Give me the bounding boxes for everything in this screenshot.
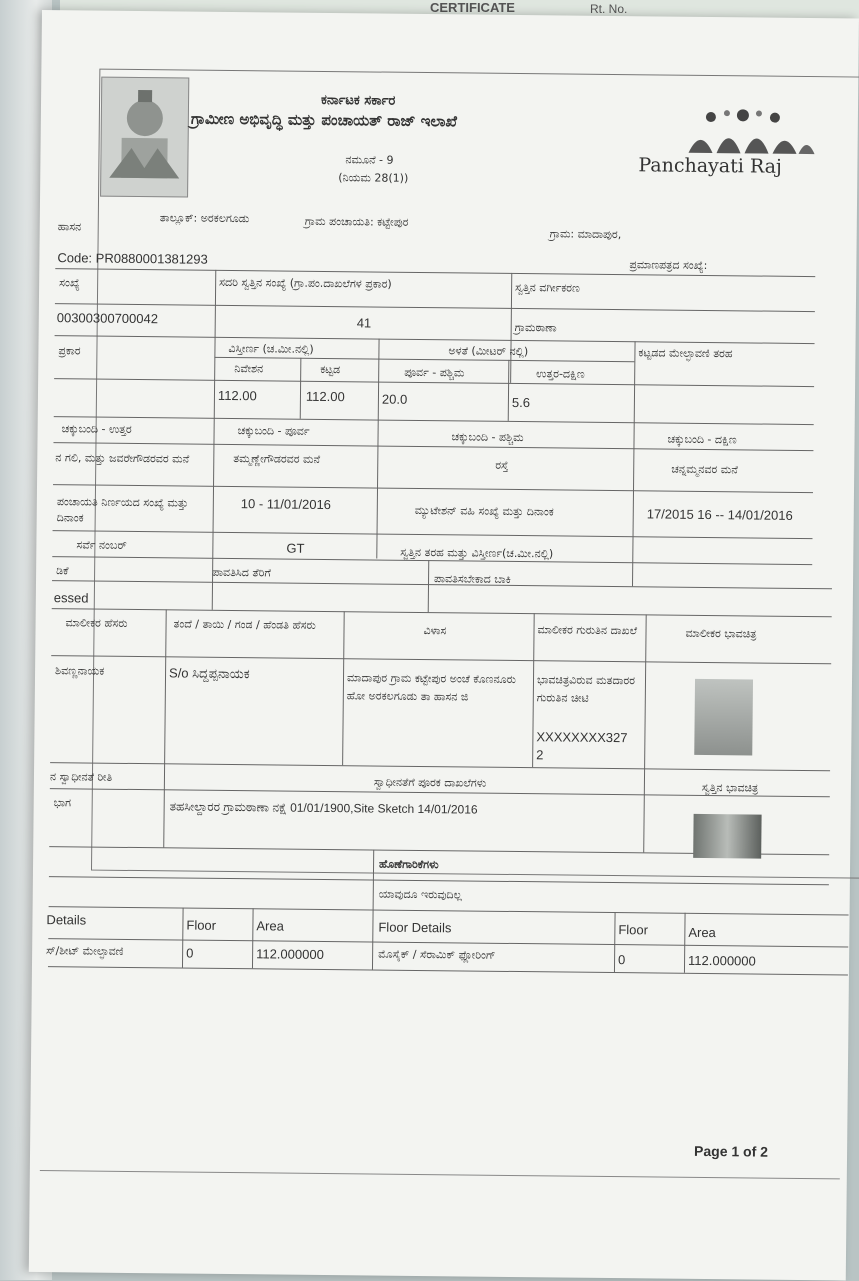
- owner-name-label: ಮಾಲೀಕರ ಹೆಸರು: [65, 616, 128, 630]
- assessed-label: essed: [53, 590, 89, 606]
- area-label-1: Area: [256, 918, 284, 934]
- floor-label-2: Floor: [618, 922, 649, 938]
- mutation-label: ಮ್ಯುಟೇಶನ್ ವಹಿ ಸಂಖ್ಯೆ ಮತ್ತು ದಿನಾಂಕ: [414, 503, 554, 519]
- building-label: ಕಟ್ಟಡ: [320, 362, 341, 377]
- north-south-label: ಉತ್ತರ-ದಕ್ಷಿಣ: [536, 367, 585, 381]
- survey-value: GT: [286, 540, 305, 556]
- rule-number: (ನಿಯಮ 28(1)): [338, 171, 409, 185]
- certificate-number-label: ಪ್ರಮಾಣಪತ್ರದ ಸಂಖ್ಯೆ:: [629, 258, 708, 272]
- details-label: Details: [46, 912, 87, 928]
- classification: ಗ್ರಾಮಠಾಣಾ: [514, 320, 557, 335]
- district-label: ಹಾಸನ: [57, 220, 82, 234]
- property-type-label: ಸ್ವತ್ತಿನ ತರಹ ಮತ್ತು ವಿಸ್ತೀರ್ಣ(ಚ.ಮೀ.ನಲ್ಲಿ): [400, 545, 554, 561]
- relation-name: S/o ಸಿದ್ದಪ್ಪನಾಯಕ: [168, 665, 250, 682]
- owner-photo: [694, 679, 753, 756]
- village: ಗ್ರಾಮ: ಮಾದಾಪುರ,: [549, 227, 622, 242]
- building-area: 112.00: [305, 388, 345, 405]
- property-photo: [693, 814, 761, 859]
- balance-tax-label: ಪಾವತಿಸಬೇಕಾದ ಬಾಕಿ: [433, 572, 511, 586]
- type-label: ಪ್ರಕಾರ: [58, 344, 81, 358]
- north-boundary-label: ಚಕ್ಕುಬಂದಿ - ಉತ್ತರ: [61, 422, 132, 436]
- extent-label: ವಿಸ್ತೀರ್ಣ (ಚ.ಮೀ.ನಲ್ಲಿ): [228, 341, 314, 356]
- resolution-value: 10 - 11/01/2016: [240, 496, 332, 513]
- survey-label: ಸರ್ವೆ ನಂಬರ್: [76, 538, 127, 552]
- floor-row2-desc: ಮೊಸೈಕ್ / ಸೆರಾಮಿಕ್ ಫ್ಲೋರಿಂಗ್: [378, 947, 496, 962]
- floor-row2-floor: 0: [618, 952, 626, 968]
- gram-panchayat: ಗ್ರಾಮ ಪಂಚಾಯತಿ: ಕಟ್ಟೇಪುರ: [304, 214, 409, 229]
- department-title: ಗ್ರಾಮೀಣ ಅಭಿವೃದ್ಧಿ ಮತ್ತು ಪಂಚಾಯತ್ ರಾಜ್ ಇಲಾಖೆ: [190, 109, 458, 131]
- code: Code: PR0880001381293: [57, 250, 208, 267]
- form-frame: [91, 69, 859, 879]
- property-number: 41: [356, 315, 372, 331]
- property-no-label: ಸದರಿ ಸ್ವತ್ತಿನ ಸಂಖ್ಯೆ (ಗ್ರಾ.ಪಂ.ದಾಖಲೆಗಳ ಪ್ರಕಾರ): [219, 275, 392, 291]
- north-south-value: 5.6: [511, 394, 531, 411]
- property-photo-label: ಸ್ವತ್ತಿನ ಭಾವಚಿತ್ರ: [701, 780, 759, 795]
- site-label: ನಿವೇಶನ: [234, 362, 264, 376]
- no-label: ಸಂಖ್ಯೆ: [59, 276, 80, 290]
- liabilities-label: ಹೊಣೆಗಾರಿಕೆಗಳು: [379, 857, 439, 872]
- area-label-2: Area: [688, 924, 716, 941]
- certificate-page: [29, 10, 859, 1280]
- certificate-label: CERTIFICATE: [430, 0, 515, 15]
- relation-label: ತಂದೆ / ತಾಯಿ / ಗಂಡ / ಹೆಂಡತಿ ಹೆಸರು: [173, 617, 316, 632]
- floor-row1-area: 112.000000: [256, 946, 324, 963]
- floor-row2-area: 112.000000: [688, 952, 756, 969]
- ownership-mode: ಭಾಗ: [53, 796, 72, 810]
- ownership-mode-label: ನ ಸ್ವಾಧೀನತೆ ರೀತಿ: [49, 770, 113, 784]
- liabilities-value: ಯಾವುದೂ ಇರುವುದಿಲ್ಲ: [378, 887, 463, 902]
- resolution-label: ಪಂಚಾಯತಿ ನಿರ್ಣಯದ ಸಂಖ್ಯೆ ಮತ್ತು ದಿನಾಂಕ: [56, 495, 189, 525]
- taluk: ತಾಲ್ಲೂಕ್: ಅರಕಲಗೂಡು: [159, 211, 250, 226]
- east-west-label: ಪೂರ್ವ - ಪಶ್ಚಿಮ: [404, 365, 465, 380]
- id-number-suffix: 2: [536, 747, 544, 763]
- floor-details-label: Floor Details: [378, 919, 452, 936]
- east-boundary-label: ಚಕ್ಕುಬಂದಿ - ಪೂರ್ವ: [237, 424, 310, 438]
- classification-label: ಸ್ವತ್ತಿನ ವರ್ಗೀಕರಣ: [515, 280, 580, 295]
- id-document-label: ಮಾಲೀಕರ ಗುರುತಿನ ದಾಖಲೆ: [537, 623, 638, 638]
- state-govt-title: ಕರ್ನಾಟಕ ಸರ್ಕಾರ: [320, 92, 396, 109]
- panchayati-raj-logo-icon: [680, 107, 821, 158]
- paid-tax-label: ಪಾವತಿಸಿದ ತೆರಿಗೆ: [212, 565, 271, 580]
- south-boundary: ಚನ್ನಮ್ಮನವರ ಮನೆ: [671, 462, 738, 477]
- site-area: 112.00: [217, 387, 257, 404]
- ownership-docs: ತಹಸೀಲ್ದಾರರ ಗ್ರಾಮಠಾಣಾ ನಕ್ಷೆ 01/01/1900,Site Sketch 14/01/2016: [169, 799, 478, 817]
- form-number: ನಮೂನೆ - 9: [345, 153, 394, 167]
- floor-row1-floor: 0: [186, 945, 194, 961]
- mutation-value: 17/2015 16 -- 14/01/2016: [646, 506, 793, 523]
- page-number: Page 1 of 2: [694, 1142, 769, 1160]
- east-west-value: 20.0: [381, 391, 408, 407]
- panchayati-raj-brand: Panchayati Raj: [638, 154, 782, 178]
- north-boundary: ನ ಗಲಿ, ಮತ್ತು ಜವರೇಗೌಡರವರ ಮನೆ: [55, 451, 190, 466]
- floor-label-1: Floor: [186, 917, 217, 933]
- south-boundary-label: ಚಕ್ಕುಬಂದಿ - ದಕ್ಷಿಣ: [667, 432, 737, 447]
- property-id: 00300300700042: [56, 310, 159, 327]
- owner-name: ಶಿವಣ್ಣನಾಯಕ: [55, 664, 105, 678]
- floor-row1-desc: ಸ್/ಶೀಟ್ ಮೇಲ್ಛಾವಣಿ: [46, 944, 124, 958]
- tax-label: ಡಿಕೆ: [56, 564, 69, 578]
- west-boundary: ರಸ್ತೆ: [495, 458, 509, 472]
- rt-no-label: Rt. No.: [590, 2, 628, 16]
- owner-photo-label: ಮಾಲೀಕರ ಭಾವಚಿತ್ರ: [685, 626, 757, 641]
- owner-address: ಮಾದಾಪುರ ಗ್ರಾಮ ಕಟ್ಟೇಪುರ ಅಂಚೆ ಕೊಣನೂರು ಹೋ ಅರಕಲಗೂಡು ತಾ ಹಾಸನ ಜಿ: [346, 671, 517, 704]
- karnataka-emblem-icon: [100, 77, 189, 198]
- east-boundary: ತಮ್ಮಣ್ಣೇಗೌಡರವರ ಮನೆ: [233, 452, 321, 466]
- ownership-docs-label: ಸ್ವಾಧೀನತೆಗೆ ಪೂರಕ ದಾಖಲೆಗಳು: [373, 775, 487, 790]
- id-document: ಭಾವಚಿತ್ರವಿರುವ ಮತದಾರರ ಗುರುತಿನ ಚೀಟಿ: [536, 673, 636, 705]
- address-label: ವಿಳಾಸ: [423, 624, 447, 638]
- measure-label: ಅಳತೆ (ಮೀಟರ್ ನಲ್ಲಿ): [448, 344, 529, 359]
- west-boundary-label: ಚಕ್ಕುಬಂದಿ - ಪಶ್ಚಿಮ: [451, 430, 524, 445]
- building-type-label: ಕಟ್ಟಡದ ಮೇಲ್ಛಾವಣಿ ತರಹ: [638, 346, 733, 361]
- id-number: XXXXXXXX327: [536, 729, 628, 746]
